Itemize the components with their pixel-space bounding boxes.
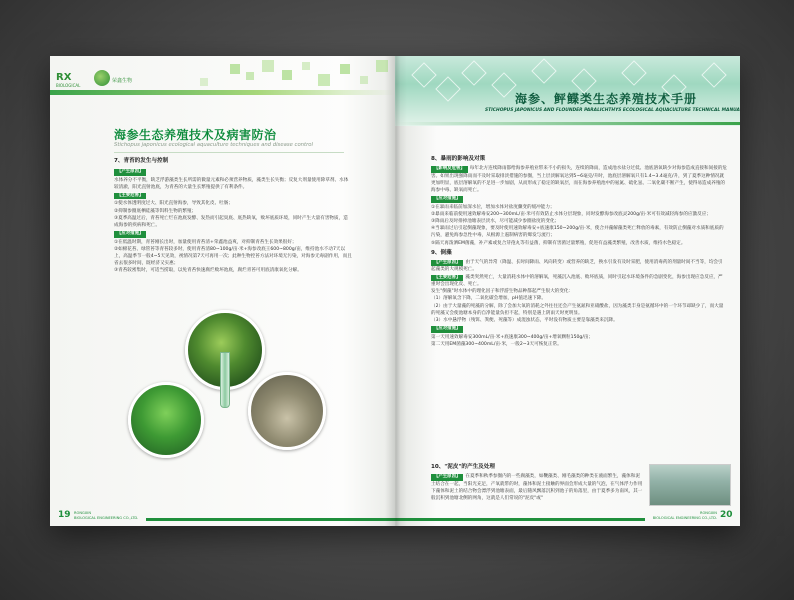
pond-water-photo (248, 372, 326, 450)
cause-text (431, 259, 727, 274)
tag-solution: 【应对措施】 (431, 326, 463, 332)
logo-icon (94, 70, 110, 86)
tag-harm: 【影响及危害】 (431, 166, 468, 172)
footer-company (74, 511, 138, 520)
left-header (50, 56, 395, 114)
footer-company (649, 511, 717, 520)
change-item: （2）由于大量藻的死藻的分解，除了会加大氧的消耗之外往往还会产生氨氮和亚硝酸盐，因为藻类丰身是氨循环中的一个环节却缺少了，而大量的死藻又会使池塘本身的自净能量负担不起，特别是遇上阴雨天时更明显。 (431, 303, 724, 316)
solution-item: ②暴雨来临前使用速效解毒安200~300mL/亩·米可有效防止水体分层现象，同时发酵海参改底灵200g/亩·米可有效减轻海参的应激反应； (431, 211, 711, 217)
footer-company-cn: RONGXIN (699, 511, 717, 515)
cause-text: 水体养分不平衡，缺乏浮游藻类生长所需的微量元素和必须营养物质，藻类生长失衡；反复大剂量使用除草剂、水体较清澈，阳光直射池底，为青苔的大量生长繁殖提供了有利条件。 (114, 177, 349, 190)
page-title: 海参生态养殖技术及病害防治 (114, 128, 277, 142)
note-text: 发生"倒藻"时水体中的理化因子和浮游生物品种都起严生很大的变化： (431, 289, 574, 295)
logo-rx: RX (56, 72, 72, 83)
solution-item: ③青苔较密集时，可适当捞取，以免青苔快速腐烂败坏池底，腐烂青苔可用底清康氧化分解。 (114, 268, 302, 274)
cause-body: 在夏季和秋季参圈内的一些腐藻类，如鞭藻类、刚毛藻类的种类在液面繁生，藻体和泥土结合在一起，当阳光充足，产氧就带的时，藻体和泥土接触的界面会形成大量的气泡，在气体浮力作用下藻体和泥土的结合物会漂浮到池塘表面，最后随风飘落沉积到池子的角落里，由于夏季多为南风，其一般沉积到池塘北侧的网角，这就是人们常说的"泥皮"或" (431, 474, 643, 502)
footer-line (146, 518, 395, 521)
footer-company-cn: RONGXIN (74, 511, 92, 515)
divider (114, 152, 344, 153)
section-7 (114, 158, 352, 275)
solution-item: 第二天用EM菌藻300~400mL/亩·米，一般2~3天可恢复正常。 (431, 341, 562, 347)
harm-body: 每年北方连续降雨都给海参养殖业带来不小的损失，连续的降雨，造成池水盐分过低、池底溶氧缺少对海参造成直接和间接的危害。如果出现强降雨而不及时采取排淡措施的参圈，当上层淡解氧达到5~6毫克/升时，池底层溶解氧只有1.4~3.4毫克/升，到了夏季这种情况就更加明显，底层溶解氧的不足进一步加剧，从而形成了稳定的缺氧层，而在海参养殖池中的氨氮、硫化氢、二氧化碳不断产生，使得易造成养殖的海参中毒、缺氧而死亡。 (431, 166, 728, 194)
footer-company-en: BIOLOGICAL ENGINEERING CO.,LTD. (74, 515, 139, 520)
footer-company-en: BIOLOGICAL ENGINEERING CO.,LTD. (652, 515, 717, 520)
section-heading: 9、倒藻 (431, 249, 452, 256)
tag-cause: 【产生原因】 (431, 474, 463, 480)
tag-solution: 【应对措施】 (114, 231, 146, 237)
right-page (395, 56, 740, 526)
harm-text (431, 165, 727, 194)
brochure-spread (50, 56, 740, 526)
manual-title: 海参、鲆鲽类生态养殖技术手册 (515, 92, 698, 106)
header-bar (395, 122, 740, 125)
solution-item: ④当暴雨过后引起倒藻现象，要及时使用速效解毒安+底速康150~200g/亩·米，使合并藻解藻类死亡释放的毒素，有效防止倒藻对水质和底质的污染，避免海参急性中毒，从根源上遏制病害的爆发与流行； (431, 226, 724, 239)
section-heading: 7、青苔的发生与控制 (114, 158, 169, 164)
section-10 (431, 464, 643, 502)
logo-sub: BIOLOGICAL (56, 83, 81, 88)
page-fold (385, 56, 407, 526)
pond-shore-photo (649, 464, 731, 506)
harm-text (431, 274, 727, 289)
harm-item: ①使水体透明度过大、阳光直射海参，导致其化皮、吐肠； (114, 201, 233, 207)
cause-body: 由于天气的异常（降温、长时间降雨、风向转变）或营养的缺乏，换水引发有及时采肥，使用消毒药的剂量时间不当等，均会引起藻类的大规模死亡。 (431, 260, 723, 273)
solution-item: ③降雨后及时排掉池塘表层淡水，尽可能减少参圈盐度的变化； (431, 219, 560, 225)
left-page (50, 56, 395, 526)
harm-item: ③夏季高温过后，青苔死亡烂在池底发酵、发热而引起臭底、底热缺氧，败坏底质环境，同时产生大量有害物质，造成海参的疾病和死亡。 (114, 215, 348, 229)
solution-item: ①在暴雨来临前加深水位，增加水体对盐度骤变的缓冲能力； (431, 204, 555, 210)
section-heading: 8、暴雨的影响及对策 (431, 156, 486, 162)
test-tube-image (220, 352, 230, 408)
solution-item: ①在低温时期，青苔刚长出时，加量使用青苔清+荣鑫池益爽，对抑制青苔生长效果很好； (114, 239, 297, 245)
cause-text (431, 473, 643, 502)
solution-item: ②如棉花苔、绿管苔等青苔较多时，使用青苔清80~100g/亩·米+海参改底王600~800g/亩，维持池水不动7天以上，高温季节一般4~5天见效，视情况第7天可再用一次；此种生物控苔方法对环境无污染，对海参无毒副作用，而且省去很多时间，既经济又实惠； (114, 246, 352, 267)
page-subtitle: Stichopus japonicus ecological aquaculture techniques and disease control (114, 142, 314, 148)
change-item: （3）水中悬浮物（残饵、粪便、死藻等）成混浊状态，平时没有物质主要是靠藻类来沉降。 (431, 318, 618, 324)
solution-item: 第一天用速效解毒安300mL/亩·米+底速康300~400g/亩+增氧颗粒150g/亩； (431, 334, 594, 340)
tag-harm: 【主要危害】 (431, 275, 463, 281)
change-item: （1）溶解氧含下降，二氧化碳会增加，pH值迅速下降。 (431, 296, 546, 302)
algae-photo (128, 382, 204, 458)
tag-cause: 【产生原因】 (431, 260, 463, 266)
tag-harm: 【主要危害】 (114, 193, 146, 199)
section-heading: 10、"泥皮"的产生及处理 (431, 464, 495, 470)
harm-item: ②抑制参圈底栖硅藻等饵料生物的繁殖； (114, 208, 197, 214)
logo-name: 荣鑫生物 (112, 78, 133, 84)
manual-subtitle: STICHOPUS JAPONICUS AND FLOUNDER PARALICHTHYS ECOLOGICAL AQUACULTURE TECHNICAL MANUA (485, 108, 740, 113)
tag-solution: 【应对措施】 (431, 196, 463, 202)
right-column (431, 156, 727, 348)
footer-line (395, 518, 645, 521)
solution-item: ⑤隔天再泼洒EM菌藻，补产素或复合芽孢丸等有益菌，抑制有害菌过量繁殖，促进有益藻类繁殖，改善水质，维持水色稳定。 (431, 240, 686, 246)
page-number: 20 (720, 510, 733, 520)
harm-body: 藻类突然死亡，大量消耗水体中的溶解氧，死藻沉入池底、败坏底质，同时引起水环境条件的急剧变化，海参出现应急反应，严重时会出现化皮、死亡。 (431, 274, 723, 288)
header-bar (50, 90, 395, 95)
tag-cause: 【产生原因】 (114, 169, 146, 175)
page-number: 19 (58, 510, 71, 520)
